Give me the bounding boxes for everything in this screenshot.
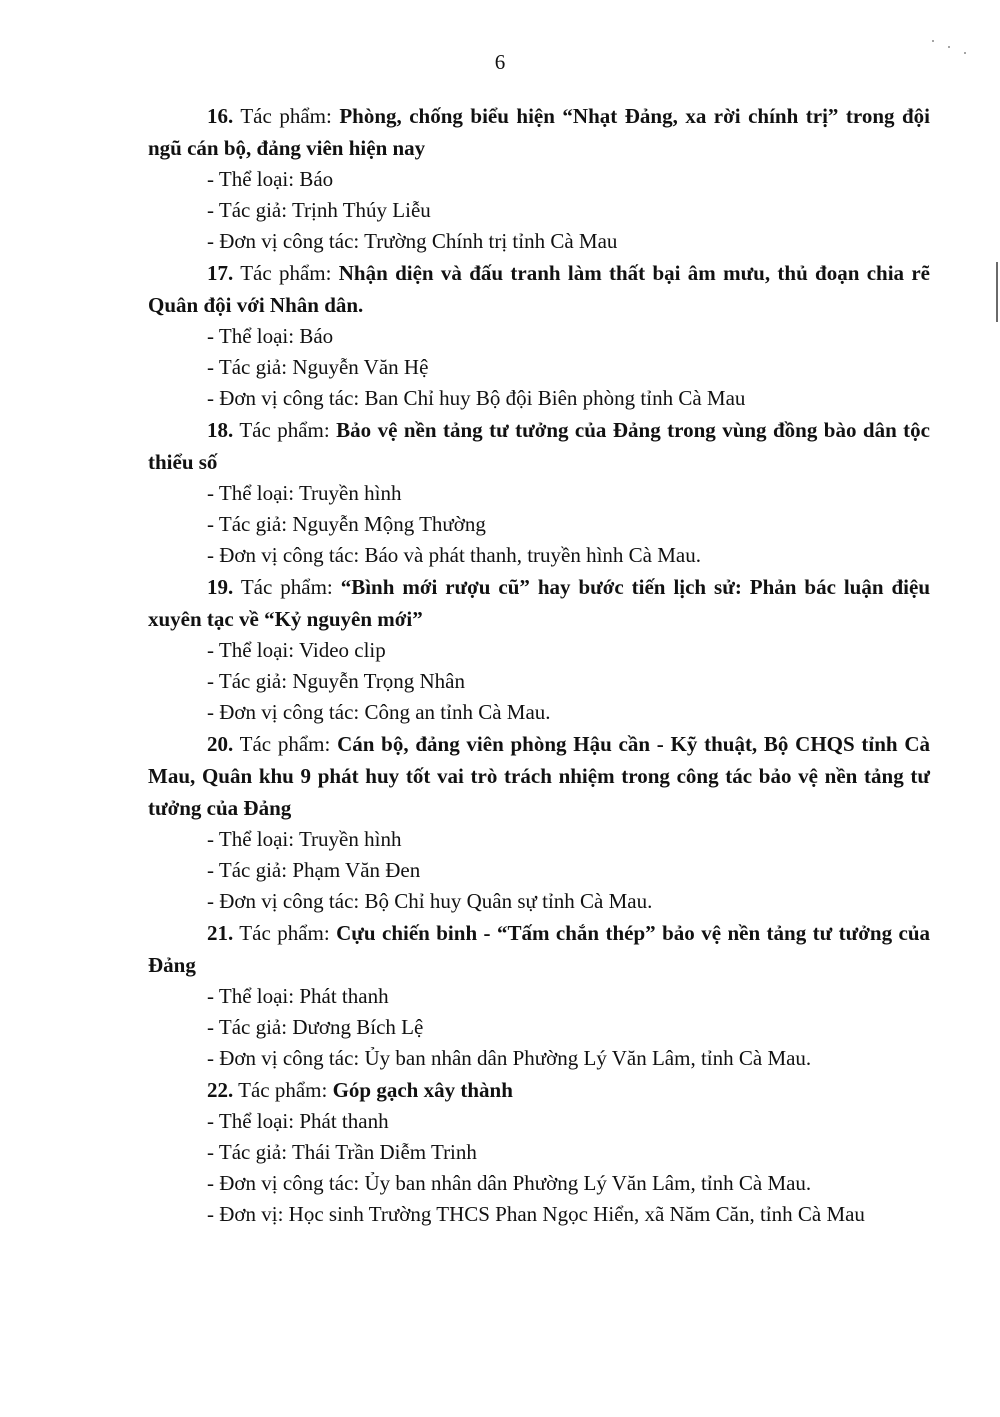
entry-field: - Đơn vị công tác: Ủy ban nhân dân Phường Lý Văn Lâm, tỉnh Cà Mau. (207, 1046, 812, 1070)
entry-field: - Đơn vị công tác: Công an tỉnh Cà Mau. (207, 700, 551, 724)
entry-number: 21. (207, 921, 234, 945)
entry-title-line (148, 1074, 930, 1106)
entry-field: - Thể loại: Truyền hình (207, 827, 402, 851)
entry-field: - Tác giả: Dương Bích Lệ (207, 1015, 424, 1039)
award-entry (148, 571, 930, 728)
entry-field: - Thể loại: Phát thanh (207, 984, 389, 1008)
entry-work-title: Bảo vệ nền tảng tư tưởng của Đảng trong vùng đồng bào dân tộc thiểu số (148, 418, 930, 474)
entry-label: Tác phẩm: (240, 575, 333, 599)
award-entry (148, 100, 930, 257)
scan-speck (948, 46, 950, 48)
entry-label: Tác phẩm: (239, 732, 331, 756)
entry-field: - Tác giả: Thái Trần Diễm Trinh (207, 1140, 477, 1164)
entry-field: - Tác giả: Nguyễn Mộng Thường (207, 512, 486, 536)
entry-number: 19. (207, 575, 234, 599)
entry-title-line (148, 571, 930, 635)
scan-speck (964, 52, 966, 54)
scan-speck (932, 40, 934, 42)
entry-label: Tác phẩm: (239, 418, 330, 442)
entry-field: - Thể loại: Video clip (207, 638, 386, 662)
entry-number: 22. (207, 1078, 234, 1102)
entry-field: - Thể loại: Báo (207, 324, 334, 348)
page-number: 6 (494, 50, 506, 74)
entry-field: - Tác giả: Nguyễn Văn Hệ (207, 355, 429, 379)
award-entry (148, 728, 930, 917)
entry-title-line (148, 257, 930, 321)
entry-title-line (148, 100, 930, 164)
entry-work-title: “Bình mới rượu cũ” hay bước tiến lịch sử: Phản bác luận điệu xuyên tạc về “Kỷ nguyên mới” (148, 575, 931, 631)
entry-number: 16. (207, 104, 234, 128)
entry-work-title: Cán bộ, đảng viên phòng Hậu cần - Kỹ thuật, Bộ CHQS tỉnh Cà Mau, Quân khu 9 phát huy tốt vai trò trách nhiệm trong công tác bảo vệ nền tảng tư tưởng của Đảng (148, 732, 931, 820)
entry-number: 18. (207, 418, 234, 442)
entry-work-title: Góp gạch xây thành (332, 1078, 513, 1102)
award-entry (148, 414, 930, 571)
entry-field: - Tác giả: Trịnh Thúy Liễu (207, 198, 431, 222)
document-body (148, 100, 930, 1230)
entry-label: Tác phẩm: (240, 261, 332, 285)
entry-work-title: Phòng, chống biểu hiện “Nhạt Đảng, xa rời chính trị” trong đội ngũ cán bộ, đảng viên hiện nay (148, 104, 931, 160)
award-entry (148, 1074, 930, 1230)
entry-label: Tác phẩm: (238, 1078, 328, 1102)
award-entry (148, 257, 930, 414)
entry-number: 20. (207, 732, 234, 756)
entry-title-line (148, 917, 930, 981)
entry-title-line (148, 414, 930, 478)
entry-field: - Thể loại: Truyền hình (207, 481, 402, 505)
entry-field: - Đơn vị: Học sinh Trường THCS Phan Ngọc Hiển, xã Năm Căn, tỉnh Cà Mau (207, 1202, 865, 1226)
entry-field: - Đơn vị công tác: Ủy ban nhân dân Phường Lý Văn Lâm, tỉnh Cà Mau. (207, 1171, 812, 1195)
entry-title-line (148, 728, 930, 824)
entry-field: - Đơn vị công tác: Trường Chính trị tỉnh Cà Mau (207, 229, 618, 253)
scan-edge-mark (996, 262, 998, 322)
entry-field: - Thể loại: Báo (207, 167, 334, 191)
entry-field: - Thể loại: Phát thanh (207, 1109, 389, 1133)
entry-number: 17. (207, 261, 234, 285)
entry-label: Tác phẩm: (240, 104, 332, 128)
entry-field: - Đơn vị công tác: Ban Chỉ huy Bộ đội Biên phòng tỉnh Cà Mau (207, 386, 746, 410)
entry-field: - Tác giả: Nguyễn Trọng Nhân (207, 669, 465, 693)
entry-work-title: Nhận diện và đấu tranh làm thất bại âm mưu, thủ đoạn chia rẽ Quân đội với Nhân dân. (148, 261, 931, 317)
entry-field: - Tác giả: Phạm Văn Đen (207, 858, 421, 882)
entry-field: - Đơn vị công tác: Báo và phát thanh, truyền hình Cà Mau. (207, 543, 701, 567)
entry-field: - Đơn vị công tác: Bộ Chỉ huy Quân sự tỉnh Cà Mau. (207, 889, 653, 913)
award-entry (148, 917, 930, 1074)
entry-work-title: Cựu chiến binh - “Tấm chắn thép” bảo vệ nền tảng tư tưởng của Đảng (148, 921, 930, 977)
entry-label: Tác phẩm: (239, 921, 330, 945)
